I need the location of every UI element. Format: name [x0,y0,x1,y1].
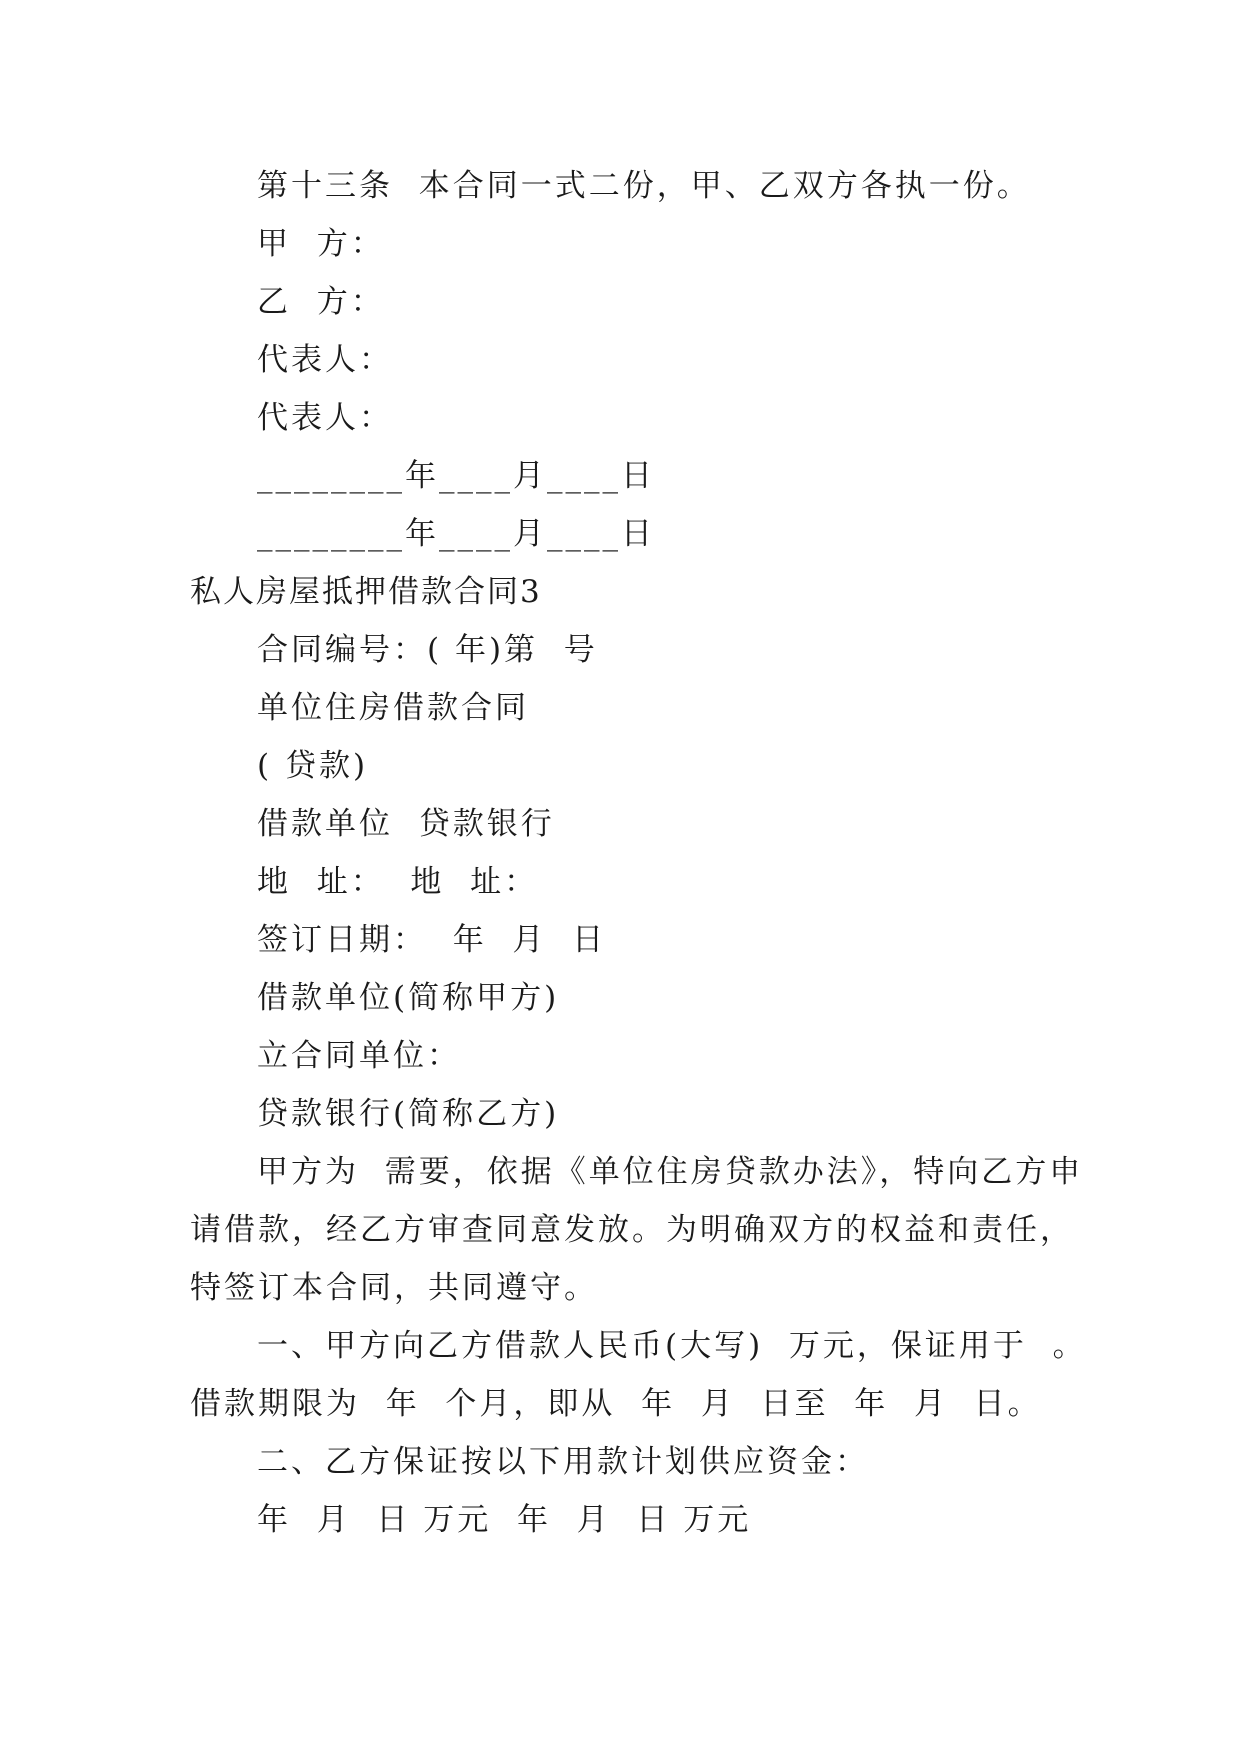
paragraph-line: 请借款，经乙方审查同意发放。为明确双方的权益和责任， [190,1212,1074,1248]
paragraph-line: 甲方为 需要，依据《单位住房贷款办法》，特向乙方申 [257,1154,1084,1190]
party-a-label: 甲 方： [257,226,385,262]
section-title: 私人房屋抵押借款合同3 [190,574,542,610]
contract-heading: 单位住房借款合同 [257,690,529,726]
representative-label: 代表人： [257,400,393,436]
clause-2-line: 二、乙方保证按以下用款计划供应资金： [257,1444,869,1480]
address-line: 地 址： 地 址： [257,864,539,900]
lender-line: 贷款银行(简称乙方) [257,1096,560,1132]
date-line: ________年____月____日 [257,458,655,494]
contracting-unit-line: 立合同单位： [257,1038,461,1074]
clause-1-line: 一、甲方向乙方借款人民币(大写) 万元，保证用于 。 [257,1328,1087,1364]
contract-number-line: 合同编号：( 年)第 号 [257,632,598,668]
parties-heading-line: 借款单位 贷款银行 [257,806,555,842]
loan-type-line: ( 贷款) [257,748,369,784]
clause-1-line: 借款期限为 年 个月，即从 年 月 日至 年 月 日。 [190,1386,1042,1422]
date-line: ________年____月____日 [257,516,655,552]
signing-date-line: 签订日期： 年 月 日 [257,922,607,958]
borrower-line: 借款单位(简称甲方) [257,980,560,1016]
party-b-label: 乙 方： [257,284,385,320]
paragraph-line: 特签订本合同，共同遵守。 [190,1270,598,1306]
representative-label: 代表人： [257,342,393,378]
clause-13-line: 第十三条 本合同一式二份，甲、乙双方各执一份。 [257,168,1031,204]
schedule-line: 年 月 日 万元 年 月 日 万元 [257,1502,752,1538]
